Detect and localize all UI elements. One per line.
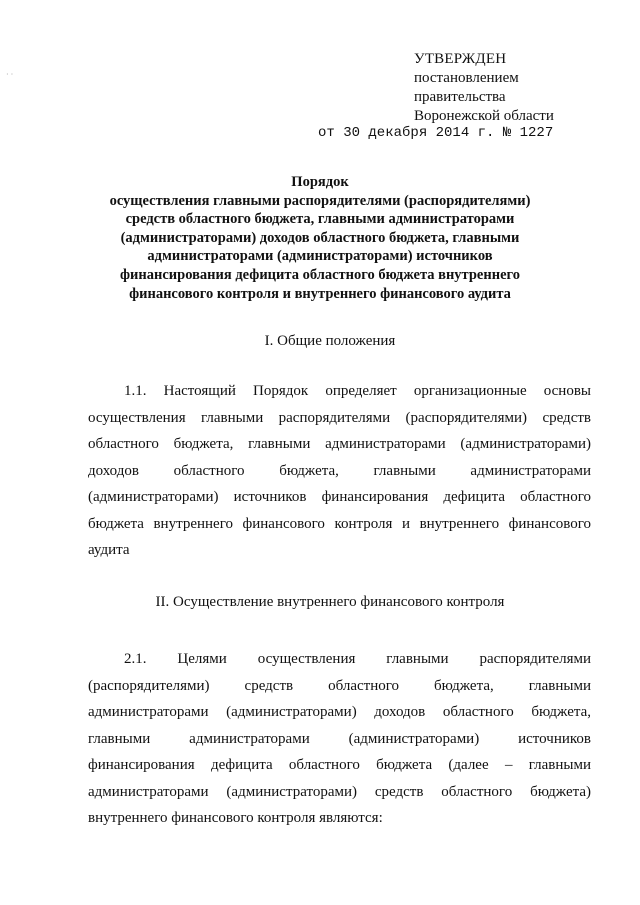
paragraph-line: администраторами (администраторами) доходов областного бюджета,	[88, 704, 591, 720]
paragraph-line: администраторами (администраторами) средств областного бюджета)	[88, 783, 591, 800]
paragraph-line: (распорядителями) средств областного бюджета, главными	[88, 677, 591, 694]
title-line: средств областного бюджета, главными администраторами	[125, 211, 515, 228]
paragraph-line: 1.1. Настоящий Порядок определяет организационные основы	[124, 383, 591, 399]
title-line: финансирования дефицита областного бюджета внутреннего	[120, 266, 520, 283]
paragraph-line: областного бюджета, главными администраторами (администраторами)	[88, 436, 591, 452]
section-heading: II. Осуществление внутреннего финансового контроля	[155, 594, 505, 610]
paragraph-line: осуществления главными распорядителями (распорядителями) средств	[88, 409, 591, 426]
title-line: финансового контроля и внутреннего финансового аудита	[129, 285, 511, 302]
paragraph-line: (администраторами) источников финансирования дефицита областного	[88, 489, 591, 505]
approval-date: от 30 декабря 2014 г. № 1227	[318, 125, 554, 141]
title-line: осуществления главными распорядителями (распорядителями)	[109, 192, 531, 209]
paragraph-line: главными администраторами (администраторами) источников	[88, 730, 591, 747]
paragraph-line: внутреннего финансового контроля являются:	[88, 810, 383, 826]
approval-block	[414, 50, 614, 126]
paragraph-1-1	[88, 378, 591, 564]
document-title	[80, 173, 560, 303]
title-line: (администраторами) доходов областного бюджета, главными	[120, 229, 520, 246]
paragraph-line: бюджета внутреннего финансового контроля и внутреннего финансового	[88, 515, 591, 532]
approval-line: постановлением	[414, 70, 519, 86]
paragraph-line: 2.1. Целями осуществления главными распорядителями	[124, 651, 591, 667]
title-line: администраторами (администраторами) источников	[147, 248, 493, 265]
paragraph-line: доходов областного бюджета, главными администраторами	[88, 462, 591, 479]
paragraph-2-1	[88, 646, 591, 832]
title-line: Порядок	[291, 174, 349, 190]
section-heading: I. Общие положения	[264, 333, 396, 349]
paragraph-line: финансирования дефицита областного бюджета (далее – главными	[88, 757, 591, 773]
approval-line: Воронежской области	[414, 108, 554, 124]
approval-heading: УТВЕРЖДЕН	[414, 51, 507, 67]
approval-line: правительства	[414, 89, 506, 105]
paragraph-line: аудита	[88, 542, 130, 558]
scan-artifact: · ·	[6, 70, 14, 79]
